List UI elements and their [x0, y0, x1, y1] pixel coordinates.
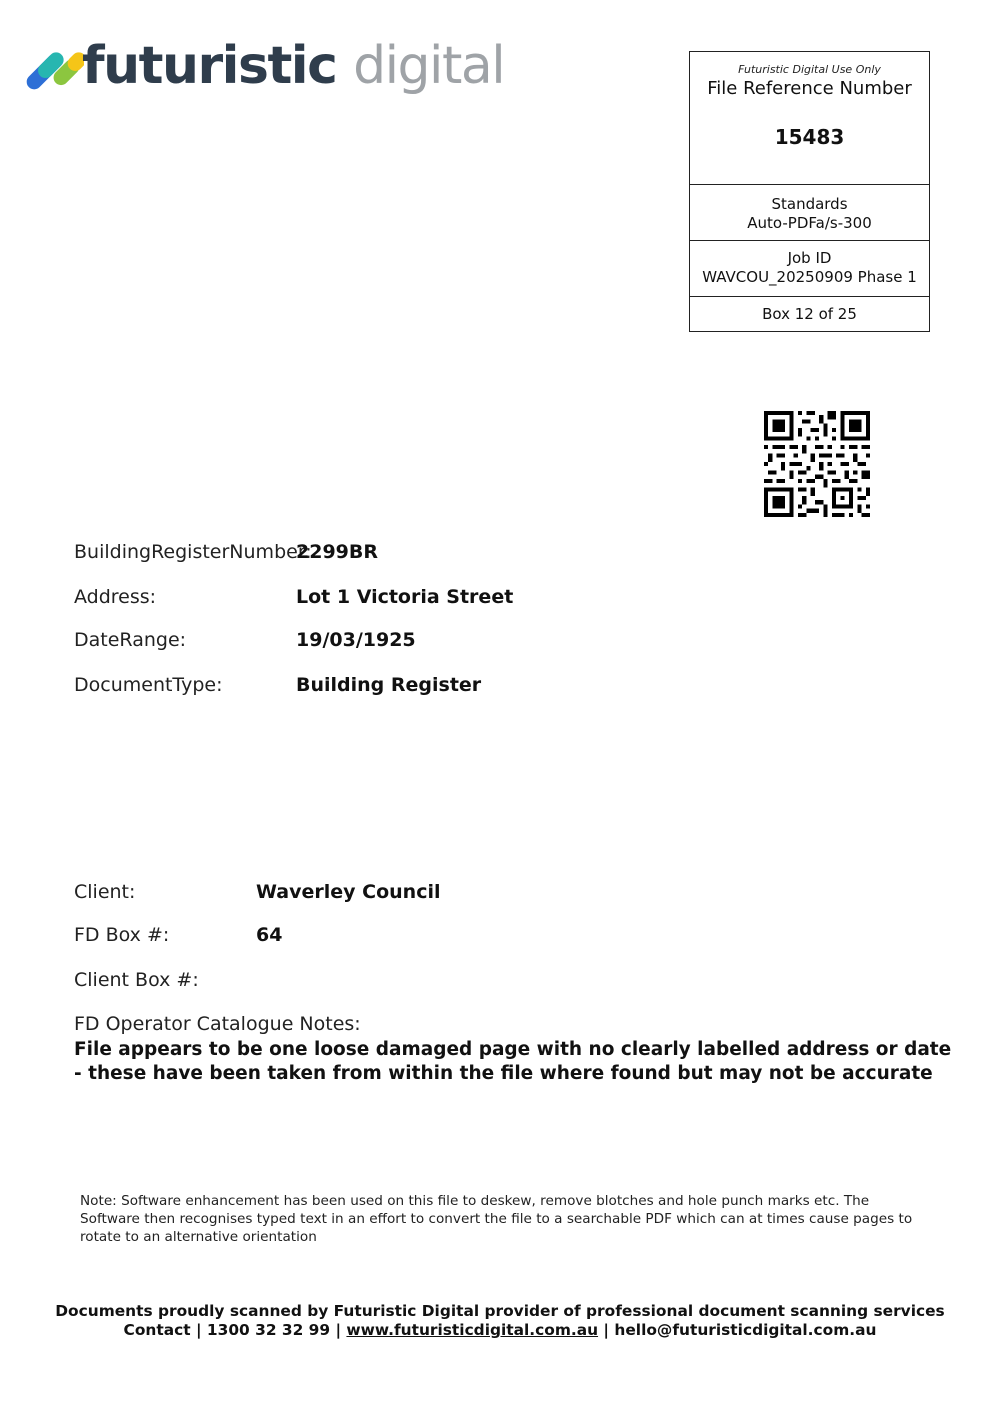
operator-notes-value: File appears to be one loose damaged page with no clearly labelled address or date - these have been taken from within the file where found but may not be accurate [74, 1039, 952, 1084]
footer-phone: Contact | 1300 32 32 99 | [123, 1321, 347, 1339]
fd-box-label: FD Box #: [74, 924, 170, 946]
footer-separator: | [598, 1321, 615, 1339]
software-note: Note: Software enhancement has been used on this file to deskew, remove blotches and hole punch marks etc. The Software then recognises typed text in an effort to convert the file to a searchable PDF which can at times cause pages to rotate to an alternative orientation [80, 1193, 913, 1245]
file-reference-title: File Reference Number [707, 78, 912, 99]
address-value: Lot 1 Victoria Street [296, 586, 514, 608]
date-range-label: DateRange: [74, 629, 187, 651]
logo-mark-icon [24, 26, 84, 108]
register-number-value: 2299BR [296, 541, 378, 563]
use-only-note: Futuristic Digital Use Only [738, 63, 881, 76]
standards-cell [690, 185, 929, 241]
footer [0, 1302, 1000, 1340]
qr-code-icon [764, 411, 870, 517]
file-reference-number: 15483 [774, 125, 845, 149]
fd-box-value: 64 [256, 924, 283, 946]
logo-wordmark [82, 36, 504, 96]
date-range-value: 19/03/1925 [296, 629, 416, 651]
company-logo [24, 26, 505, 110]
document-type-label: DocumentType: [74, 674, 223, 696]
footer-tagline: Documents proudly scanned by Futuristic Digital provider of professional document scanning services [55, 1302, 945, 1320]
address-label: Address: [74, 586, 157, 608]
client-box-label: Client Box #: [74, 969, 199, 991]
email-address[interactable]: hello@futuristicdigital.com.au [614, 1321, 877, 1339]
file-reference-cell [690, 52, 929, 185]
job-id-label: Job ID [787, 249, 832, 267]
register-number-label: BuildingRegisterNumber: [74, 541, 312, 563]
website-link[interactable]: www.futuristicdigital.com.au [346, 1321, 599, 1339]
footer-contact [0, 1321, 1000, 1340]
box-count: Box 12 of 25 [762, 305, 857, 323]
logo-word-futuristic: futuristic [82, 36, 337, 96]
job-id-cell [690, 241, 929, 297]
client-value: Waverley Council [256, 881, 441, 903]
job-id-value: WAVCOU_20250909 Phase 1 [702, 268, 917, 286]
file-reference-box [689, 51, 930, 332]
box-count-cell [690, 297, 929, 331]
client-label: Client: [74, 881, 136, 903]
standards-label: Standards [771, 195, 848, 213]
logo-word-digital: digital [353, 36, 505, 96]
standards-value: Auto-PDFa/s-300 [747, 214, 872, 232]
operator-notes-label: FD Operator Catalogue Notes: [74, 1013, 361, 1035]
document-type-value: Building Register [296, 674, 482, 696]
